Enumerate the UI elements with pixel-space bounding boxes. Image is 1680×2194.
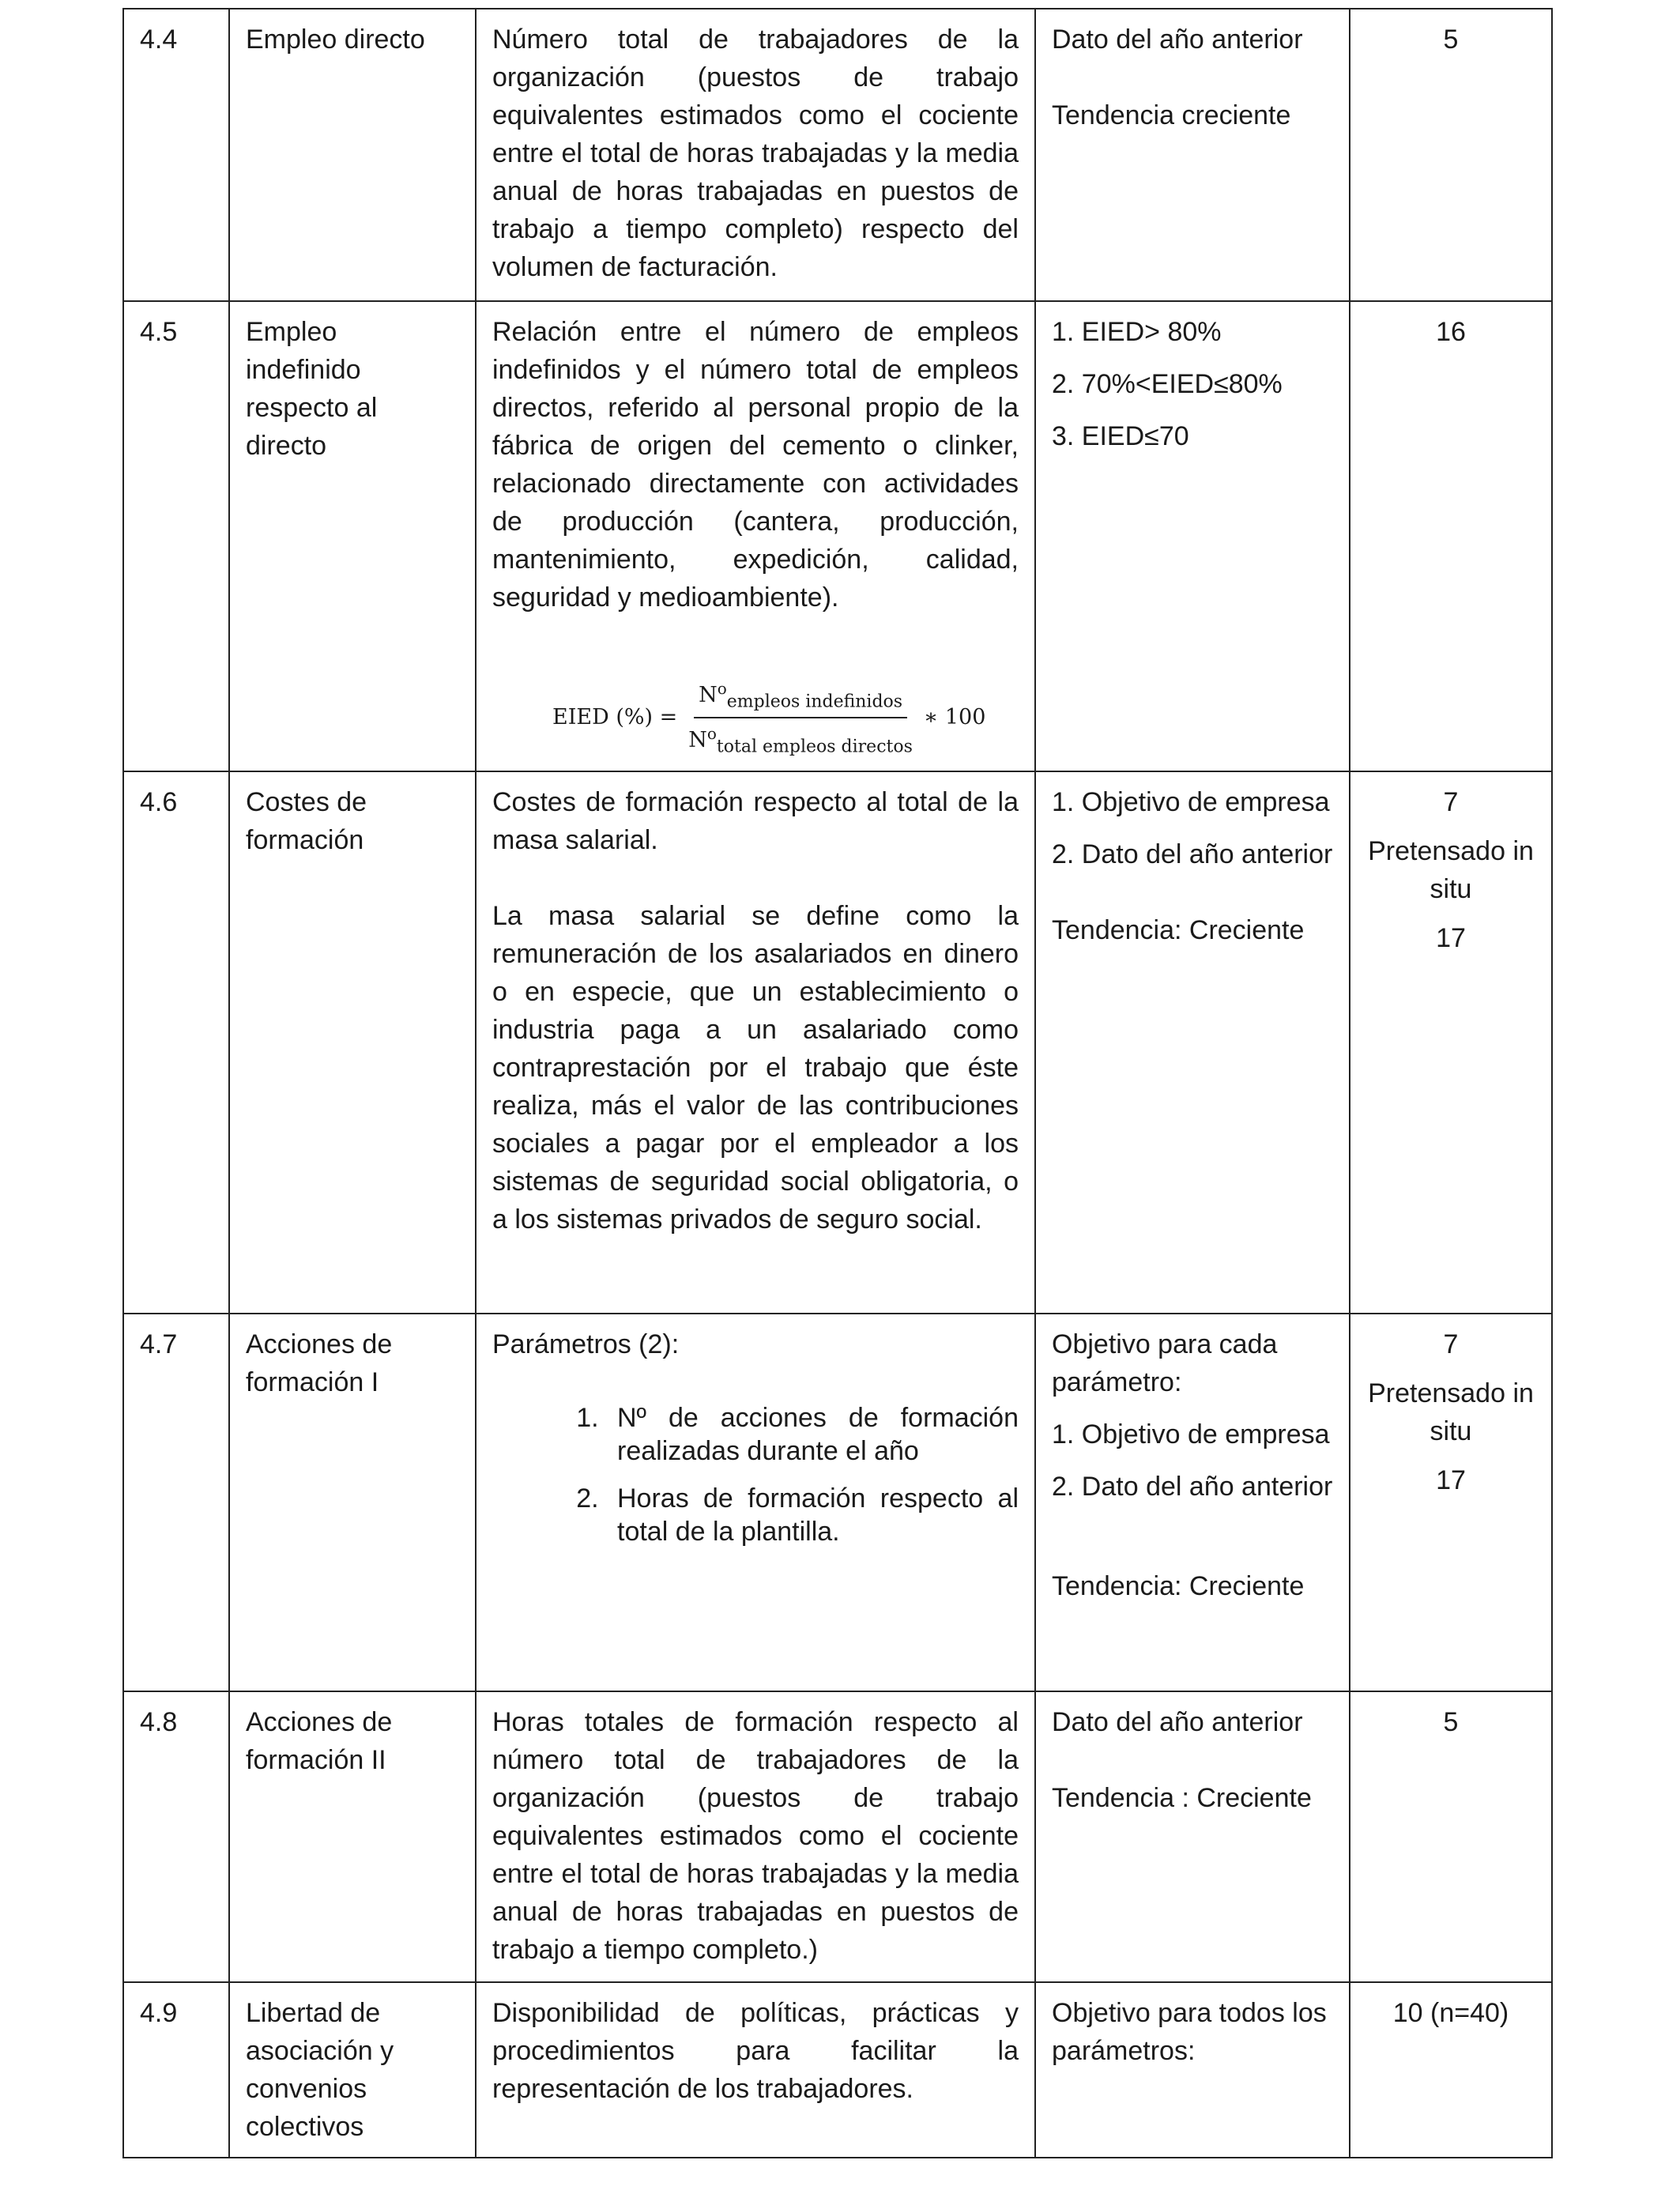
indicator-score bbox=[1350, 771, 1552, 1314]
table-row bbox=[123, 9, 1552, 301]
indicators-table bbox=[122, 8, 1553, 2158]
criteria-line: Tendencia : Creciente bbox=[1052, 1782, 1312, 1813]
indicator-criteria bbox=[1035, 1982, 1350, 2158]
indicator-criteria bbox=[1035, 1314, 1350, 1691]
score-value: 17 bbox=[1436, 922, 1466, 953]
criteria-line: 2. Dato del año anterior bbox=[1052, 839, 1333, 869]
formula-den-sub: total empleos directos bbox=[716, 737, 913, 757]
description-paragraph: Costes de formación respecto al total de la masa salarial. bbox=[492, 786, 1019, 855]
indicator-criteria bbox=[1035, 771, 1350, 1314]
indicator-criteria bbox=[1035, 1691, 1350, 1982]
indicator-code: 4.6 bbox=[123, 771, 229, 1314]
indicator-name: Empleo directo bbox=[229, 9, 476, 301]
description-paragraph: Parámetros (2): bbox=[492, 1329, 680, 1359]
score-value: 16 bbox=[1436, 317, 1466, 347]
score-value: 5 bbox=[1443, 1706, 1459, 1737]
list-item: 2. Horas de formación respecto al total de la plantilla. bbox=[606, 1482, 1019, 1548]
indicator-code: 4.8 bbox=[123, 1691, 229, 1982]
formula-num-base: N bbox=[699, 683, 718, 707]
indicator-code: 4.4 bbox=[123, 9, 229, 301]
parameters-list bbox=[492, 1401, 1019, 1548]
formula-fraction bbox=[684, 677, 917, 760]
indicator-name: Libertad de asociación y convenios colectivos bbox=[229, 1982, 476, 2158]
formula-num-sub: empleos indefinidos bbox=[726, 692, 903, 712]
criteria-line: Dato del año anterior bbox=[1052, 1706, 1303, 1737]
indicator-description: Disponibilidad de políticas, prácticas y procedimientos para facilitar la representación de los trabajadores. bbox=[476, 1982, 1035, 2158]
formula-den-base: N bbox=[688, 728, 707, 753]
criteria-line: 1. EIED> 80% bbox=[1052, 317, 1222, 347]
table-row bbox=[123, 1314, 1552, 1691]
indicator-description: Número total de trabajadores de la organización (puestos de trabajo equivalentes estimados como el cociente entre el total de horas trabajadas y la media anual de horas trabajadas en puestos de trabajo a tiempo completo) respecto del volumen de facturación. bbox=[476, 9, 1035, 301]
description-paragraph: Relación entre el número de empleos indefinidos y el número total de empleos directos, referido al personal propio de la fábrica de origen del cemento o clinker, relacionado directamente con actividades de producción (cantera, producción, mantenimiento, expedición, calidad, seguridad y medioambiente). bbox=[492, 317, 1019, 613]
indicator-name: Acciones de formación II bbox=[229, 1691, 476, 1982]
indicator-criteria bbox=[1035, 301, 1350, 771]
indicator-score bbox=[1350, 1691, 1552, 1982]
score-value: 10 (n=40) bbox=[1392, 1997, 1509, 2028]
formula-num-sup: o bbox=[717, 679, 727, 698]
criteria-line: 2. 70%<EIED≤80% bbox=[1052, 369, 1283, 399]
indicator-description bbox=[476, 771, 1035, 1314]
formula-lhs: EIED (%) = bbox=[552, 705, 678, 730]
formula-rhs: ∗ 100 bbox=[923, 705, 986, 730]
score-note: Pretensado in situ bbox=[1368, 835, 1534, 904]
criteria-line: 1. Objetivo de empresa bbox=[1052, 786, 1330, 817]
score-value: 17 bbox=[1436, 1465, 1466, 1495]
indicator-description bbox=[476, 301, 1035, 771]
criteria-line: Dato del año anterior bbox=[1052, 25, 1303, 55]
indicator-description bbox=[476, 1314, 1035, 1691]
score-value: 5 bbox=[1443, 25, 1459, 55]
indicator-name: Empleo indefinido respecto al directo bbox=[229, 301, 476, 771]
indicator-score bbox=[1350, 301, 1552, 771]
criteria-line: 1. Objetivo de empresa bbox=[1052, 1419, 1330, 1449]
score-value: 7 bbox=[1443, 1329, 1459, 1359]
indicator-description: Horas totales de formación respecto al número total de trabajadores de la organización (puestos de trabajo equivalentes estimados como el cociente entre el total de horas trabajadas y la media anual de horas trabajadas en puestos de trabajo a tiempo completo.) bbox=[476, 1691, 1035, 1982]
criteria-line: Objetivo para cada parámetro: bbox=[1052, 1329, 1278, 1397]
indicator-code: 4.7 bbox=[123, 1314, 229, 1691]
list-item: 1. Nº de acciones de formación realizadas durante el año bbox=[606, 1401, 1019, 1468]
table-row bbox=[123, 301, 1552, 771]
indicator-code: 4.9 bbox=[123, 1982, 229, 2158]
score-note: Pretensado in situ bbox=[1368, 1378, 1534, 1446]
table-row bbox=[123, 1691, 1552, 1982]
formula-den-sup: o bbox=[706, 724, 717, 744]
indicator-score bbox=[1350, 1314, 1552, 1691]
eied-formula bbox=[492, 677, 1019, 760]
criteria-line: 2. Dato del año anterior bbox=[1052, 1471, 1333, 1502]
description-paragraph: La masa salarial se define como la remuneración de los asalariados en dinero o en especie, que un establecimiento o industria paga a un asalariado como contraprestación por el trabajo que éste realiza, más el valor de las contribuciones sociales a pagar por el empleador a los sistemas de seguridad social obligatoria, o a los sistemas privados de seguro social. bbox=[492, 900, 1019, 1235]
indicator-score bbox=[1350, 1982, 1552, 2158]
indicator-score bbox=[1350, 9, 1552, 301]
indicator-name: Costes de formación bbox=[229, 771, 476, 1314]
score-value: 7 bbox=[1443, 786, 1459, 817]
table-row bbox=[123, 771, 1552, 1314]
criteria-line: Objetivo para todos los parámetros: bbox=[1052, 1997, 1327, 2066]
indicator-name: Acciones de formación I bbox=[229, 1314, 476, 1691]
indicator-code: 4.5 bbox=[123, 301, 229, 771]
criteria-line: Tendencia: Creciente bbox=[1052, 1570, 1305, 1601]
table-row bbox=[123, 1982, 1552, 2158]
criteria-line: Tendencia creciente bbox=[1052, 100, 1291, 130]
criteria-line: Tendencia: Creciente bbox=[1052, 914, 1305, 945]
criteria-line: 3. EIED≤70 bbox=[1052, 421, 1189, 451]
indicator-criteria bbox=[1035, 9, 1350, 301]
